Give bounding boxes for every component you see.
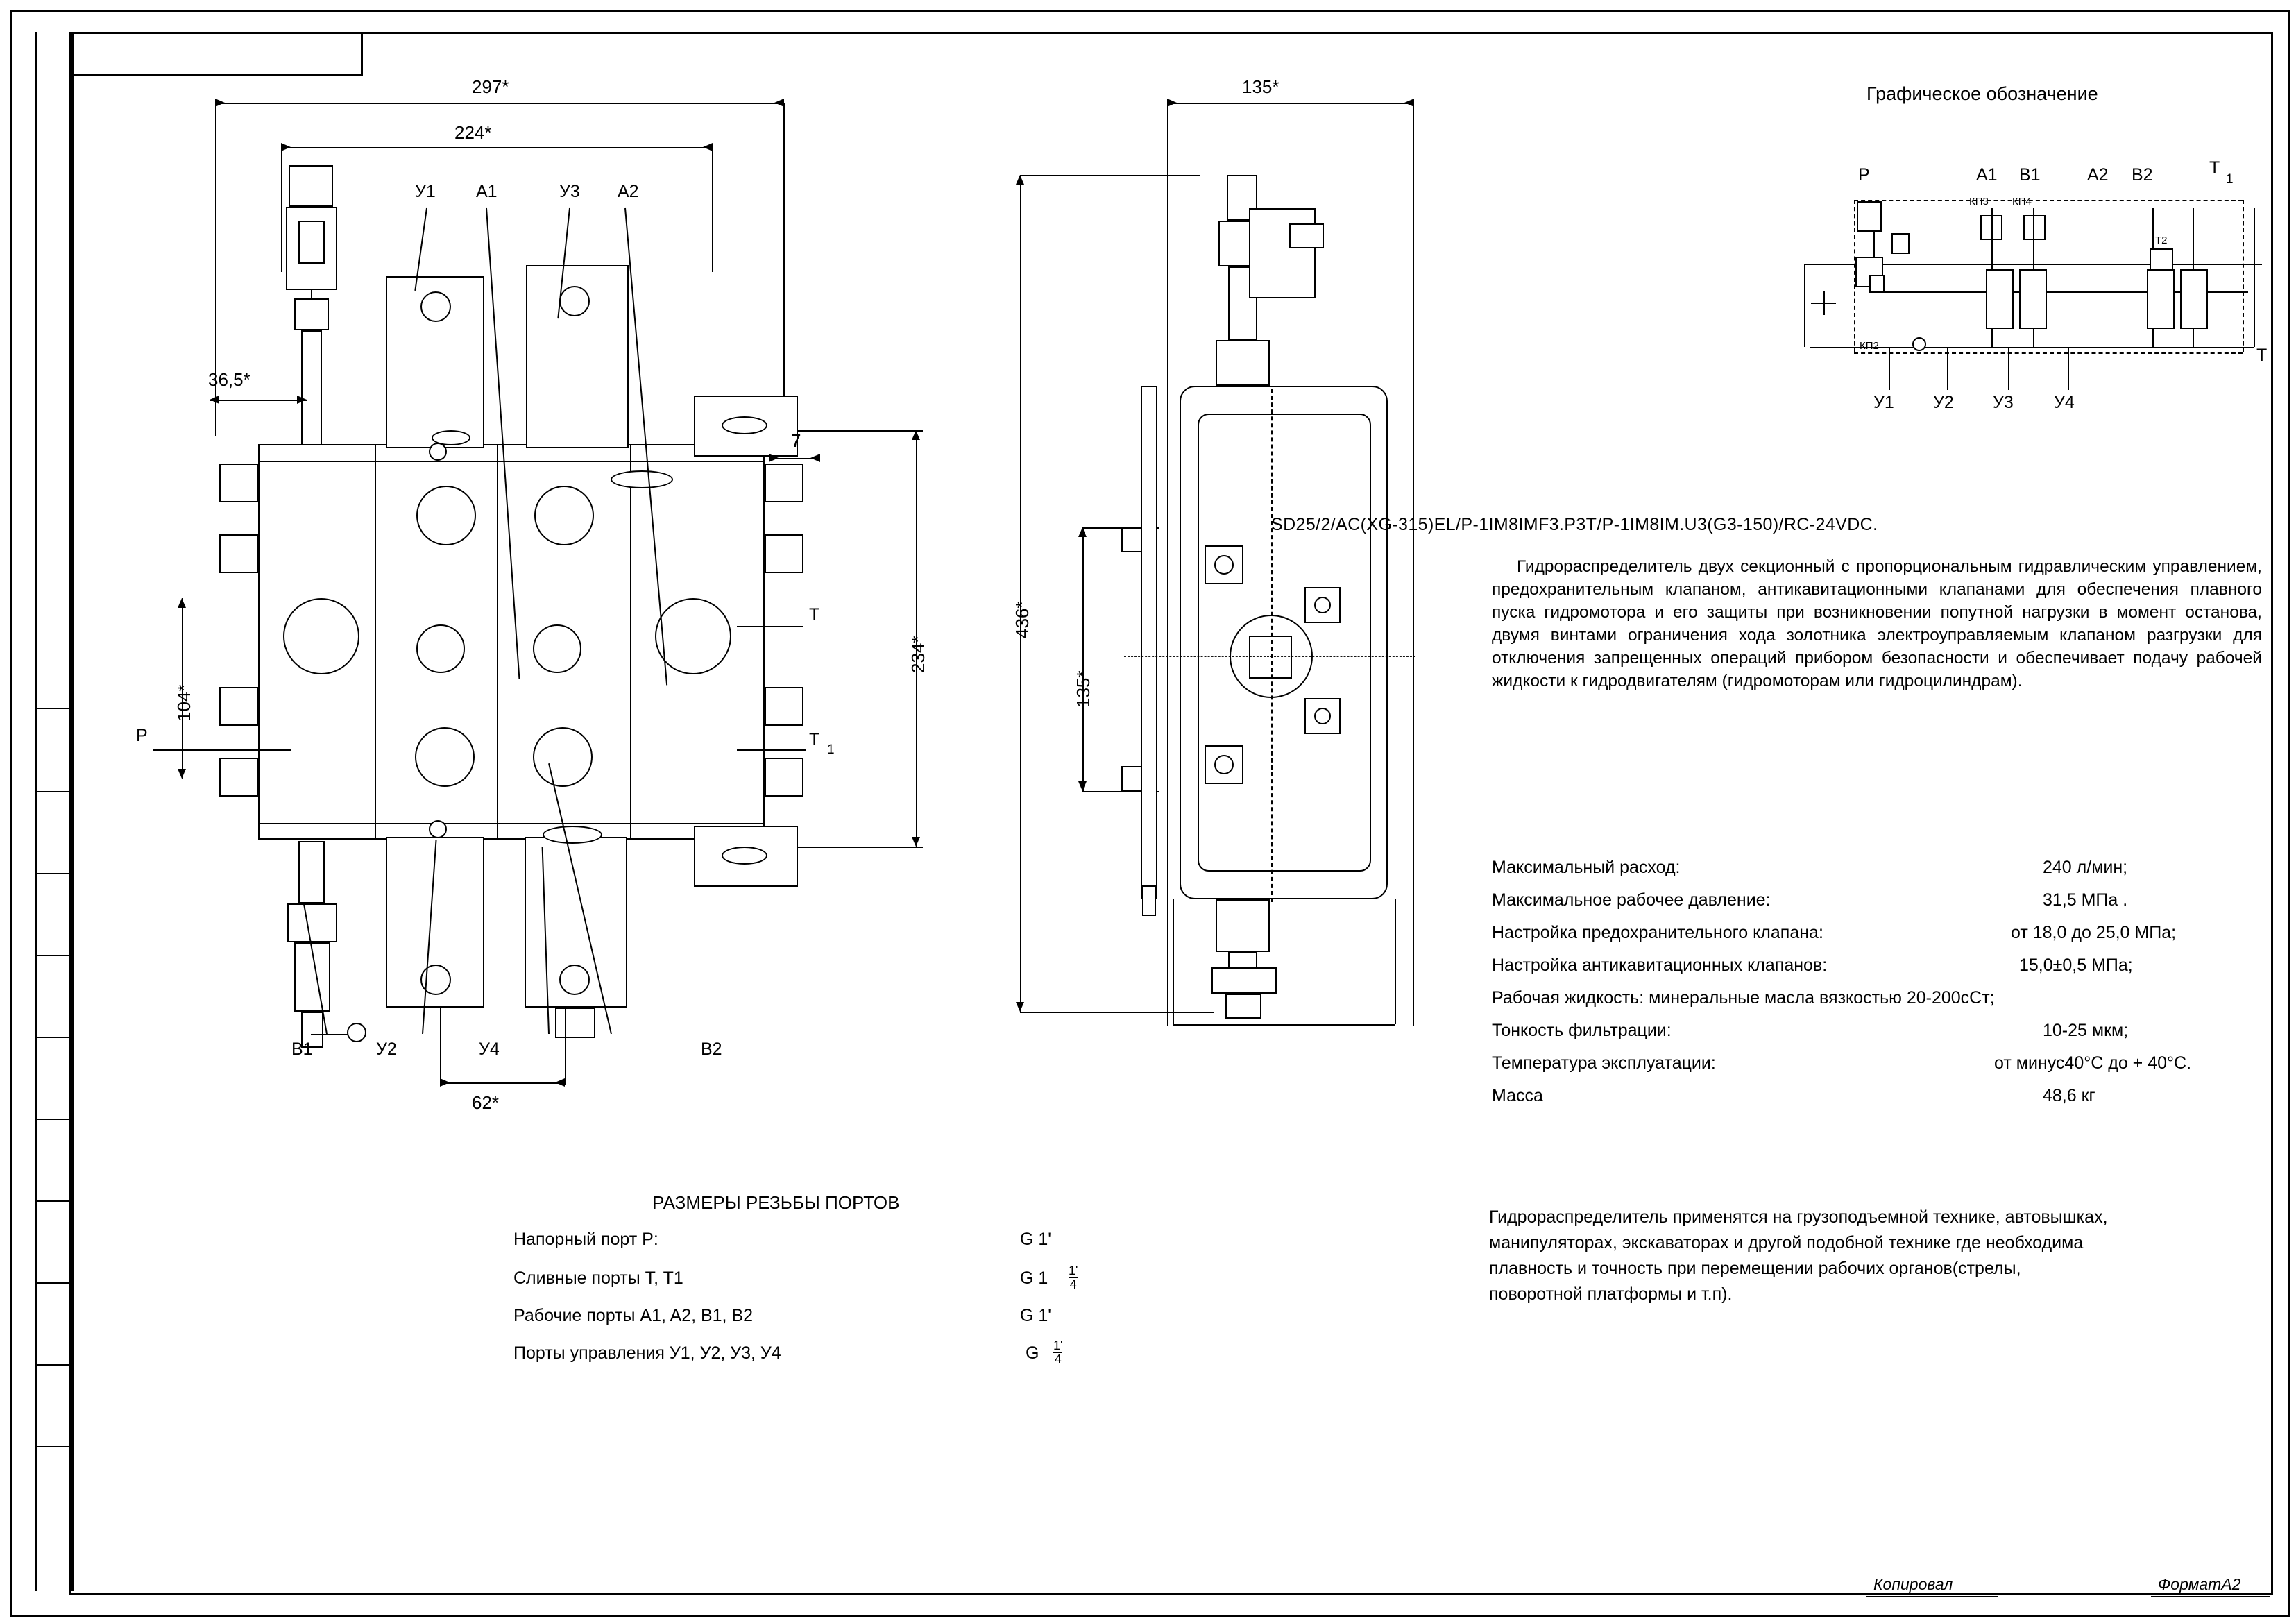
schematic-label-a2: A2 bbox=[2087, 165, 2109, 185]
application-line-1: Гидрораспределитель применятся на грузоподъемной технике, автовышках, bbox=[1489, 1207, 2108, 1227]
dim-297: 297* bbox=[472, 76, 509, 97]
side-top-solenoid bbox=[1249, 208, 1316, 298]
ports-row-0-name: Напорный порт P: bbox=[513, 1230, 658, 1249]
schematic-relief-kp2 bbox=[1857, 201, 1882, 232]
schematic-label-t2: T2 bbox=[2155, 235, 2168, 246]
side-bolt-lower-hole bbox=[1214, 755, 1234, 774]
unload-valve-nut bbox=[287, 903, 337, 942]
label-b2: B2 bbox=[701, 1039, 722, 1059]
port-circle-a2 bbox=[534, 486, 594, 545]
port-circle-b2 bbox=[533, 727, 593, 787]
mount-hole-top bbox=[722, 416, 767, 434]
model-code: SD25/2/AC(XG-315)EL/P-1IM8IMF3.P3T/P-1IM8IM.U3(G3-150)/RC-24VDC. bbox=[1271, 515, 1878, 534]
side-flange-plate bbox=[1141, 386, 1157, 899]
ports-row-3-thread: G bbox=[1026, 1343, 1039, 1363]
dim-line-297 bbox=[215, 103, 784, 104]
schematic-spool-1 bbox=[1986, 269, 2014, 329]
bolt-left-2 bbox=[219, 534, 258, 573]
dim-line-224 bbox=[281, 147, 713, 148]
relief-valve-stem-top bbox=[301, 330, 322, 445]
mount-hole-bottom bbox=[722, 847, 767, 865]
dim-36-5: 36,5* bbox=[208, 369, 250, 390]
schematic-t2-block bbox=[2150, 248, 2173, 271]
side-bottom-tip bbox=[1225, 994, 1261, 1019]
sensor-top bbox=[429, 443, 447, 461]
bolt-left-1 bbox=[219, 464, 258, 502]
spec-label-0: Максимальный расход: bbox=[1492, 858, 1681, 877]
ports-row-1-fraction bbox=[1069, 1264, 1078, 1291]
bolt-right-3 bbox=[765, 687, 803, 726]
ports-row-3-frac-den: 4 bbox=[1054, 1352, 1062, 1366]
label-t1-sub: 1 bbox=[827, 742, 835, 757]
ports-table-title: РАЗМЕРЫ РЕЗЬБЫ ПОРТОВ bbox=[652, 1192, 900, 1213]
ports-row-2-thread: G 1' bbox=[1020, 1306, 1052, 1325]
ports-row-1-frac-den: 4 bbox=[1069, 1277, 1077, 1291]
spec-label-7: Масса bbox=[1492, 1086, 1543, 1105]
spec-label-6: Температура эксплуатации: bbox=[1492, 1053, 1716, 1073]
bolt-left-3 bbox=[219, 687, 258, 726]
label-y4: У4 bbox=[479, 1039, 500, 1059]
relief-valve-nut-top bbox=[294, 298, 329, 330]
footer-copied: Копировал bbox=[1873, 1575, 1953, 1593]
label-t1: T bbox=[809, 730, 820, 749]
ports-row-3-name: Порты управления У1, У2, У3, У4 bbox=[513, 1343, 781, 1363]
schematic-label-b1: B1 bbox=[2019, 165, 2041, 185]
sensor-bottom bbox=[429, 820, 447, 838]
ports-row-3-fraction bbox=[1053, 1339, 1062, 1366]
schematic-label-p: P bbox=[1858, 165, 1870, 185]
bolt-right-2 bbox=[765, 534, 803, 573]
spec-value-5: 10-25 мкм; bbox=[2043, 1021, 2129, 1040]
schematic-label-kp4: КП4 bbox=[2012, 196, 2032, 207]
port-circle-t bbox=[655, 598, 731, 674]
spec-label-4: Рабочая жидкость: минеральные масла вязкостью 20-200сСт; bbox=[1492, 988, 1995, 1008]
ports-row-1-thread: G 1 bbox=[1020, 1268, 1048, 1288]
actuator-screw-right-bottom bbox=[559, 965, 590, 995]
bolt-left-4 bbox=[219, 758, 258, 797]
schematic-label-t1: T bbox=[2209, 158, 2220, 178]
side-flange-foot bbox=[1142, 885, 1156, 916]
ports-row-1-name: Сливные порты T, T1 bbox=[513, 1268, 683, 1288]
schematic-small-valve-2 bbox=[1869, 275, 1885, 293]
spec-label-3: Настройка антикавитационных клапанов: bbox=[1492, 955, 1828, 975]
spec-value-3: 15,0±0,5 МПа; bbox=[2019, 955, 2133, 975]
schematic-label-t: T bbox=[2256, 346, 2268, 365]
side-bottom-nut bbox=[1216, 899, 1270, 952]
sheet-title-tab bbox=[69, 32, 363, 76]
spec-value-1: 31,5 МПа . bbox=[2043, 890, 2128, 910]
spec-label-1: Максимальное рабочее давление: bbox=[1492, 890, 1771, 910]
dim-104: 104* bbox=[173, 684, 194, 722]
side-bolt-upper-hole bbox=[1214, 555, 1234, 575]
schematic-label-y4: У4 bbox=[2054, 393, 2075, 412]
side-top-connector bbox=[1289, 223, 1324, 248]
side-bolt-right-hole bbox=[1314, 597, 1331, 613]
unload-valve-stem bbox=[298, 841, 325, 903]
bottom-oval bbox=[543, 826, 602, 844]
dim-135-inner: 135* bbox=[1073, 670, 1094, 708]
relief-valve-top-cap bbox=[289, 165, 333, 207]
dim-135-top: 135* bbox=[1242, 76, 1279, 97]
schematic-title: Графическое обозначение bbox=[1866, 83, 2098, 104]
dim-224: 224* bbox=[454, 122, 492, 143]
label-a2: A2 bbox=[618, 182, 639, 201]
actuator-screw-right-top bbox=[559, 286, 590, 316]
schematic-label-b2: B2 bbox=[2132, 165, 2153, 185]
label-y2: У2 bbox=[376, 1039, 397, 1059]
dim-62: 62* bbox=[472, 1092, 500, 1113]
spec-label-2: Настройка предохранительного клапана: bbox=[1492, 923, 1823, 942]
side-bottom-flange bbox=[1211, 967, 1277, 994]
label-a1: A1 bbox=[476, 182, 498, 201]
ports-row-0-thread: G 1' bbox=[1020, 1230, 1052, 1249]
side-bolt-right2-hole bbox=[1314, 708, 1331, 724]
plug-bottom-right bbox=[555, 1008, 595, 1038]
schematic-label-y1: У1 bbox=[1873, 393, 1894, 412]
schematic-label-t1-sub: 1 bbox=[2226, 172, 2234, 187]
application-line-2: манипуляторах, экскаваторах и другой подобной технике где необходима bbox=[1489, 1233, 2084, 1252]
footer-format: ФорматA2 bbox=[2158, 1575, 2241, 1593]
schematic-label-a1: A1 bbox=[1976, 165, 1998, 185]
dim-7: 7 bbox=[791, 430, 801, 451]
port-circle-a1 bbox=[416, 486, 476, 545]
application-line-3: плавность и точность при перемещении рабочих органов(стрелы, bbox=[1489, 1259, 2021, 1278]
dim-436: 436* bbox=[1012, 601, 1032, 638]
bolt-right-1 bbox=[765, 464, 803, 502]
schematic-label-kp3: КП3 bbox=[1969, 196, 1989, 207]
spec-value-2: от 18,0 до 25,0 МПа; bbox=[2011, 923, 2177, 942]
label-b1: B1 bbox=[291, 1039, 313, 1059]
ports-row-1-frac-num: 1' bbox=[1069, 1264, 1078, 1277]
side-center-nut bbox=[1249, 636, 1292, 679]
schematic-spool-2 bbox=[2147, 269, 2175, 329]
label-p: P bbox=[136, 726, 148, 745]
label-y1: У1 bbox=[415, 182, 436, 201]
schematic-label-y3: У3 bbox=[1993, 393, 2014, 412]
spec-label-5: Тонкость фильтрации: bbox=[1492, 1021, 1672, 1040]
schematic-label-kp2: КП2 bbox=[1860, 340, 1879, 352]
spec-value-0: 240 л/мин; bbox=[2043, 858, 2128, 877]
spec-value-7: 48,6 кг bbox=[2043, 1086, 2095, 1105]
dim-234: 234* bbox=[908, 636, 928, 673]
schematic-spool-1b bbox=[2019, 269, 2047, 329]
sheet-left-boxes bbox=[35, 708, 69, 1590]
side-top-nut bbox=[1216, 340, 1270, 386]
bolt-right-4 bbox=[765, 758, 803, 797]
schematic-small-valve-1 bbox=[1891, 233, 1910, 254]
description-paragraph: Гидрораспределитель двух секционный с пропорциональным гидравлическим управлением, предохранительным клапаном, антикавитационными клапанами для обеспечения плавного пуска гидромотора и его защиты при возникновении попутной нагрузки в момент останова, двумя винтами ограничения хода золотника электроуправляемым клапаном разгрузки для отключения запрещенных операций прибором безопасности и обеспечивает подачу рабочей жидкости к гидродвигателям (гидромоторам или гидроцилиндрам). bbox=[1492, 557, 2262, 690]
port-circle-p bbox=[283, 598, 359, 674]
relief-valve-inner-top bbox=[298, 221, 325, 264]
label-y3: У3 bbox=[559, 182, 580, 201]
side-flange-bolt-top bbox=[1121, 527, 1142, 552]
schematic-kp4 bbox=[2023, 215, 2046, 240]
spec-value-6: от минус40°С до + 40°С. bbox=[1994, 1053, 2192, 1073]
label-t: T bbox=[809, 605, 820, 624]
top-oval-right bbox=[611, 470, 673, 488]
schematic-node-1 bbox=[1912, 337, 1926, 351]
schematic-label-y2: У2 bbox=[1933, 393, 1954, 412]
port-circle-b1 bbox=[415, 727, 475, 787]
application-line-4: поворотной платформы и т.п). bbox=[1489, 1284, 1733, 1304]
ports-row-2-name: Рабочие порты A1, A2, B1, B2 bbox=[513, 1306, 754, 1325]
ports-row-3-frac-num: 1' bbox=[1053, 1339, 1063, 1352]
actuator-screw-left-top bbox=[420, 291, 451, 322]
side-flange-bolt-bottom bbox=[1121, 766, 1142, 791]
schematic-spool-2b bbox=[2180, 269, 2208, 329]
unload-valve-connector bbox=[347, 1023, 366, 1042]
